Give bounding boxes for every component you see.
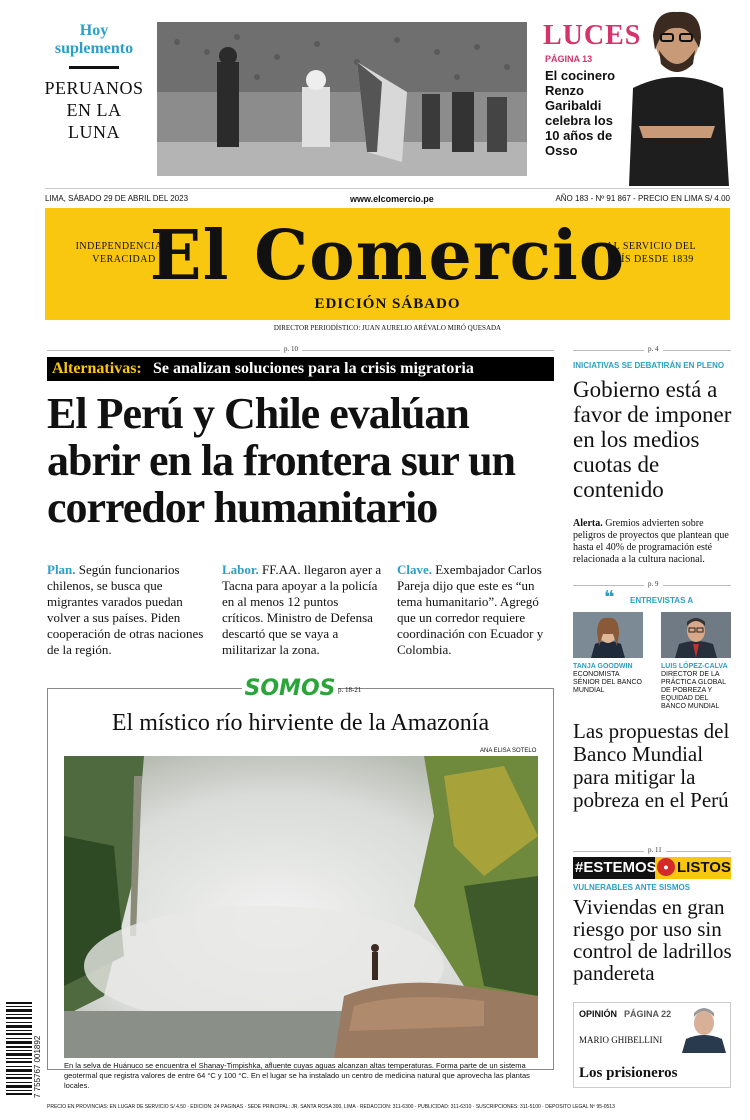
luces-page: PÁGINA 13 xyxy=(545,54,593,64)
story2-page-ref[interactable]: p. 9 xyxy=(644,580,663,588)
promo-rule xyxy=(69,66,119,69)
luces-brand: LUCES xyxy=(543,20,642,51)
story3-headline[interactable]: Viviendas en gran riesgo por uso sin control de ladrillos pandereta xyxy=(573,895,732,985)
story3-tag: VULNERABLES ANTE SISMOS xyxy=(573,883,691,892)
luces-text: El cocinero Renzo Garibaldi celebra los 10 años de Osso xyxy=(545,68,616,158)
story1-text: Gremios advierten sobre peligros de proyectos que plantean que hasta el 40% de programación esté relacionada a la cultura nacional. xyxy=(573,518,729,565)
director-credit: DIRECTOR PERIODÍSTICO: JUAN AURELIO ARÉVALO MIRÓ QUESADA xyxy=(273,324,502,332)
story1-page-ref[interactable]: p. 4 xyxy=(644,345,663,353)
lead-kicker-label: Alternativas: xyxy=(52,360,142,377)
lead-column-2 xyxy=(222,562,382,658)
dateline xyxy=(45,188,730,208)
estemos-listos-badge[interactable] xyxy=(573,857,731,879)
goodwin-caption xyxy=(573,663,647,695)
lopez-calva-caption xyxy=(661,663,733,711)
chef-portrait xyxy=(619,8,735,186)
barcode xyxy=(6,1000,42,1100)
column-2-text: FF.AA. llegaron ayer a Tacna para apoyar a la policía en al menos 12 puntos críticos. Ministro de Defensa descartó que se vaya a militarizar la zona. xyxy=(222,562,382,657)
story1-label: Alerta. xyxy=(573,518,603,529)
site-url[interactable]: www.elcomercio.pe xyxy=(350,194,434,204)
lead-column-3 xyxy=(397,562,557,658)
opinion-title: Los prisioneros xyxy=(579,1065,678,1081)
story1-body xyxy=(573,518,733,566)
edition-label: EDICIÓN SÁBADO xyxy=(314,296,461,312)
boiling-river-photo[interactable] xyxy=(64,756,538,1058)
somos-page-ref: p. 18-21 xyxy=(338,686,362,694)
masthead-left-ear: INDEPENDENCIA Y VERACIDAD xyxy=(75,241,173,265)
promo-supplement[interactable] xyxy=(40,22,148,177)
opinion-author: MARIO GHIBELLINI xyxy=(579,1035,663,1045)
lopez-calva-role: DIRECTOR DE LA PRÁCTICA GLOBAL DE POBREZA Y EQUIDAD DEL BANCO MUNDIAL xyxy=(661,671,726,710)
story1-headline[interactable]: Gobierno está a favor de imponer en los medios cuotas de contenido xyxy=(573,377,732,502)
lopez-calva-name: LUIS LÓPEZ-CALVA xyxy=(661,663,728,670)
lead-kicker-text: Se analizan soluciones para la crisis migratoria xyxy=(153,360,474,377)
story3-page-ref[interactable]: p. 11 xyxy=(644,846,666,854)
lead-kicker[interactable] xyxy=(47,357,554,381)
badge-left: #ESTEMOS xyxy=(573,857,655,879)
issue-info: AÑO 183 - Nº 91 867 - PRECIO EN LIMA S/ 4.00 xyxy=(555,194,730,203)
photo-caption: En la selva de Huánuco se encuentra el Shanay-Timpishka, afluente cuyas aguas alcanzan altas temperaturas. Forma parte de un sistema geotermal que registra valores de entre 64 °C y 100 °C. En el lugar se ha instalado un centro de medicina natural que aprovecha las plantas locales. xyxy=(64,1061,530,1090)
opinion-box[interactable] xyxy=(573,1002,731,1088)
pin-icon: ● xyxy=(657,858,675,876)
lead-page-ref[interactable]: p. 10 xyxy=(280,345,302,353)
masthead-right-ear: AL SERVICIO DEL PAÍS DESDE 1839 xyxy=(605,241,697,265)
column-1-text: Según funcionarios chilenos, se busca que migrantes varados puedan volver a sus países. Piden cooperación de otras naciones de la región. xyxy=(47,562,204,657)
opinion-label: OPINIÓN xyxy=(579,1009,618,1019)
somos-logo[interactable]: SOMOS xyxy=(242,676,338,700)
stadium-photo-graphic xyxy=(157,22,527,176)
stadium-photo[interactable] xyxy=(157,22,527,176)
story1-tag: INICIATIVAS SE DEBATIRÁN EN PLENO xyxy=(573,361,725,370)
ghibellini-portrait xyxy=(678,1003,730,1053)
luces-teaser[interactable] xyxy=(535,16,735,186)
boiling-river-graphic xyxy=(64,756,538,1058)
lopez-calva-portrait xyxy=(661,612,731,658)
lead-column-1 xyxy=(47,562,207,658)
somos-headline[interactable]: El místico río hirviente de la Amazonía xyxy=(111,710,490,736)
promo-title: PERUANOS EN LA LUNA xyxy=(44,78,144,142)
footer-info: PRECIO EN PROVINCIAS: EN LUGAR DE SERVICIO S/ 4.50 · EDICIÓN: 24 PÁGINAS · SEDE PRINCIPAL: JR. SANTA ROSA 300, LIMA · REDACCIÓN: 311-6300 · PUBLICIDAD: 311-6310 · SUSCRIPCIONES: 311-5100 · DEPÓSITO LEGAL Nº 95-0513 xyxy=(47,1104,615,1110)
promo-kicker: Hoy suplemento xyxy=(54,22,134,57)
goodwin-photo[interactable] xyxy=(573,612,643,658)
story2-tag: ENTREVISTAS A xyxy=(630,596,694,605)
column-2-label: Labor. xyxy=(222,562,259,577)
masthead xyxy=(45,208,730,320)
goodwin-role: ECONOMISTA SÉNIOR DEL BANCO MUNDIAL xyxy=(573,671,642,694)
column-1-label: Plan. xyxy=(47,562,76,577)
lead-headline[interactable]: El Perú y Chile evalúan abrir en la frontera sur un corredor humanitario xyxy=(47,389,516,532)
column-3-label: Clave. xyxy=(397,562,433,577)
photo-credit: ANA ELISA SOTELO xyxy=(480,748,537,754)
story2-headline[interactable]: Las propuestas del Banco Mundial para mitigar la pobreza en el Perú xyxy=(573,719,730,812)
badge-right: LISTOS xyxy=(677,859,731,876)
column-3-text: Exembajador Carlos Pareja dijo que este es “un tema humanitario”. Agregó que un corredor requiere coordinación con Ecuador y Colombia. xyxy=(397,562,544,657)
goodwin-portrait xyxy=(573,612,643,658)
newspaper-logo[interactable]: El Comercio xyxy=(149,216,626,296)
barcode-number: 7 755767 001892 xyxy=(33,1035,42,1098)
lopez-calva-photo[interactable] xyxy=(661,612,731,658)
quote-icon: ❝ xyxy=(604,587,615,607)
opinion-page: PÁGINA 22 xyxy=(624,1009,672,1019)
dateline-date: LIMA, SÁBADO 29 DE ABRIL DEL 2023 xyxy=(45,194,189,203)
goodwin-name: TANJA GOODWIN xyxy=(573,663,633,670)
